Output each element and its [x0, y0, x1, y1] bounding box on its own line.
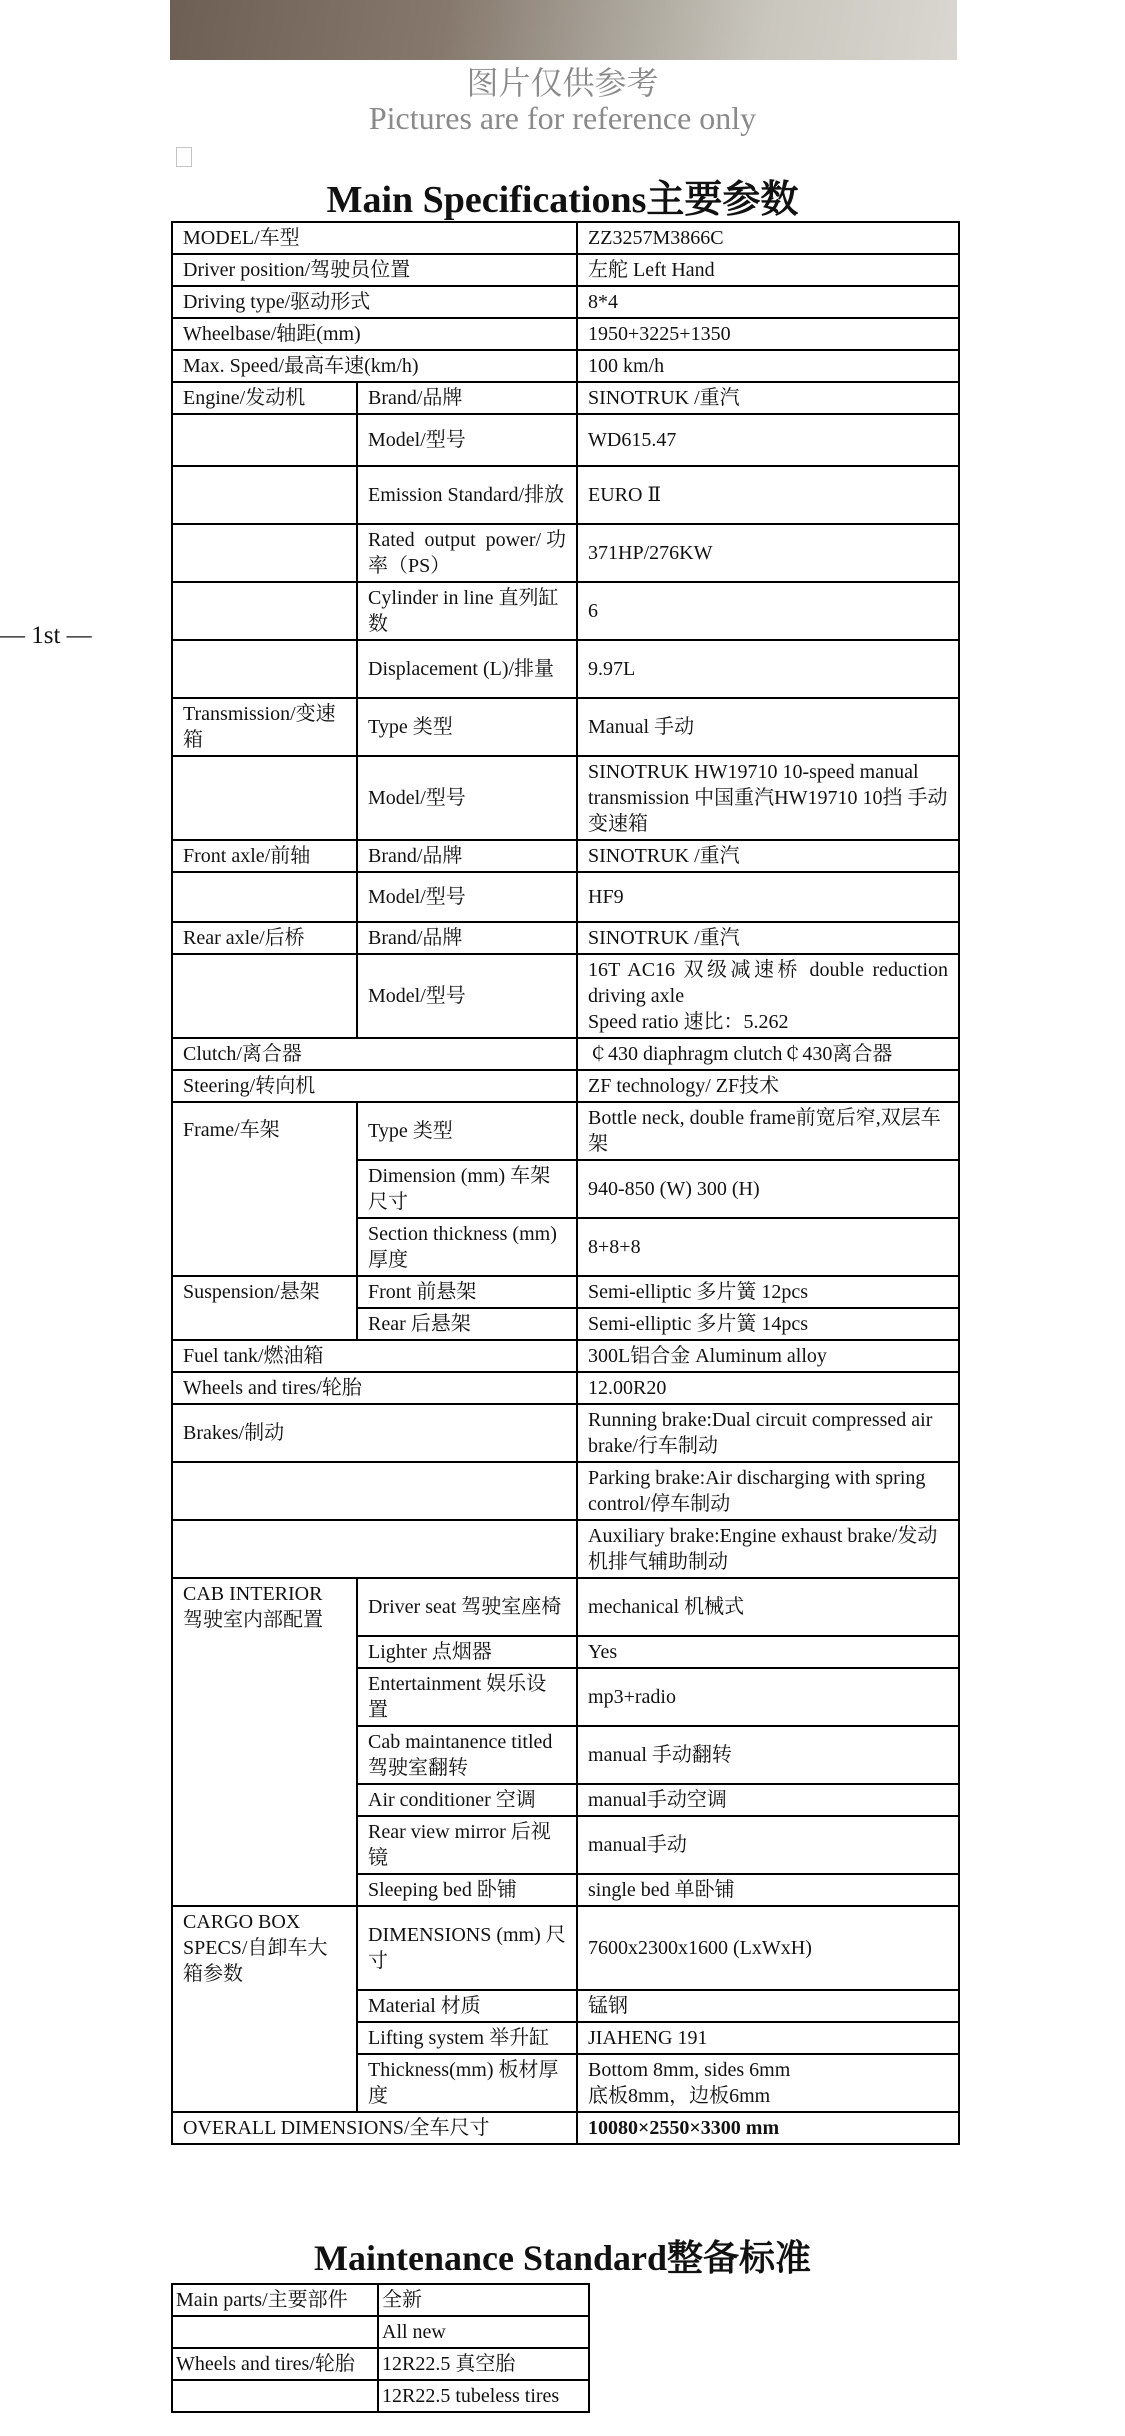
spec-label: Brakes/制动 [172, 1404, 577, 1462]
table-row [172, 922, 959, 954]
spec-value: manual手动 [577, 1816, 959, 1874]
spec-value: 300L铝合金 Aluminum alloy [577, 1340, 959, 1372]
spec-sublabel: Model/型号 [357, 954, 577, 1038]
empty-cell [172, 954, 357, 1038]
spec-sublabel: DIMENSIONS (mm) 尺寸 [357, 1906, 577, 1990]
spec-sublabel: Section thickness (mm) 厚度 [357, 1218, 577, 1276]
spec-label: Driving type/驱动形式 [172, 286, 577, 318]
table-row [172, 254, 959, 286]
spec-value: Auxiliary brake:Engine exhaust brake/发动机排气辅助制动 [577, 1520, 959, 1578]
spec-label: Max. Speed/最高车速(km/h) [172, 350, 577, 382]
spec-value: Yes [577, 1636, 959, 1668]
spec-value-line: Speed ratio 速比：5.262 [588, 1011, 789, 1033]
spec-value: mp3+radio [577, 1668, 959, 1726]
spec-group-label: Engine/发动机 [172, 382, 357, 414]
spec-value-line: 16T AC16 双级减速桥 double reduction driving axle [588, 959, 949, 1007]
spec-value: SINOTRUK /重汽 [577, 840, 959, 872]
table-row [172, 1578, 959, 1636]
empty-cell [172, 640, 357, 698]
table-row [172, 954, 959, 1038]
table-row [172, 1276, 959, 1308]
table-row [172, 466, 959, 524]
spec-sublabel: Rear view mirror 后视镜 [357, 1816, 577, 1874]
empty-cell [172, 2380, 378, 2412]
spec-value: 锰钢 [577, 1990, 959, 2022]
table-row [172, 2348, 589, 2380]
spec-value [577, 2054, 959, 2112]
spec-value: SINOTRUK HW19710 10-speed manual transmission 中国重汽HW19710 10挡 手动变速箱 [577, 756, 959, 840]
spec-sublabel: Model/型号 [357, 756, 577, 840]
spec-label: Clutch/离合器 [172, 1038, 577, 1070]
spec-label: Steering/转向机 [172, 1070, 577, 1102]
spec-label: OVERALL DIMENSIONS/全车尺寸 [172, 2112, 577, 2144]
table-row [172, 318, 959, 350]
table-row [172, 350, 959, 382]
spec-sublabel: Brand/品牌 [357, 922, 577, 954]
spec-group-label: Frame/车架 [172, 1102, 357, 1276]
empty-cell [172, 1520, 577, 1578]
spec-sublabel: Type 类型 [357, 698, 577, 756]
empty-cell [172, 756, 357, 840]
empty-cell [172, 466, 357, 524]
spec-sublabel: Cylinder in line 直列缸数 [357, 582, 577, 640]
spec-value: Bottle neck, double frame前宽后窄,双层车架 [577, 1102, 959, 1160]
spec-group-label: CAB INTERIOR 驾驶室内部配置 [172, 1578, 357, 1906]
table-row [172, 1070, 959, 1102]
spec-sublabel: Entertainment 娱乐设置 [357, 1668, 577, 1726]
spec-value: HF9 [577, 872, 959, 922]
table-row [172, 582, 959, 640]
table-row [172, 524, 959, 582]
spec-value: 左舵 Left Hand [577, 254, 959, 286]
spec-sublabel: Sleeping bed 卧铺 [357, 1874, 577, 1906]
maint-value: 12R22.5 真空胎 [378, 2348, 589, 2380]
table-row [172, 2380, 589, 2412]
spec-label: Wheels and tires/轮胎 [172, 1372, 577, 1404]
spec-value: JIAHENG 191 [577, 2022, 959, 2054]
empty-cell [172, 1462, 577, 1520]
spec-label: Fuel tank/燃油箱 [172, 1340, 577, 1372]
spec-group-label: Front axle/前轴 [172, 840, 357, 872]
empty-cell [172, 582, 357, 640]
caption-en: Pictures are for reference only [368, 100, 757, 136]
table-row [172, 1372, 959, 1404]
spec-sublabel: Rear 后悬架 [357, 1308, 577, 1340]
spec-value: SINOTRUK /重汽 [577, 922, 959, 954]
spec-group-label: Transmission/变速箱 [172, 698, 357, 756]
maint-value: All new [378, 2316, 589, 2348]
maintenance-table [171, 2283, 590, 2413]
spec-value: WD615.47 [577, 414, 959, 466]
caption-cn: 图片仅供参考 [466, 64, 659, 102]
spec-sublabel: Material 材质 [357, 1990, 577, 2022]
maint-label: Main parts/主要部件 [172, 2284, 378, 2316]
spec-value: 6 [577, 582, 959, 640]
maint-value: 全新 [378, 2284, 589, 2316]
spec-value: 7600x2300x1600 (LxWxH) [577, 1906, 959, 1990]
spec-value: ￠430 diaphragm clutch￠430离合器 [577, 1038, 959, 1070]
spec-label: Wheelbase/轴距(mm) [172, 318, 577, 350]
spec-value: 8+8+8 [577, 1218, 959, 1276]
table-row [172, 286, 959, 318]
table-row [172, 1340, 959, 1372]
spec-sublabel: Cab maintanence titled 驾驶室翻转 [357, 1726, 577, 1784]
broken-image-icon [176, 147, 192, 167]
spec-value: Semi-elliptic 多片簧 14pcs [577, 1308, 959, 1340]
spec-value: 371HP/276KW [577, 524, 959, 582]
spec-group-label: Suspension/悬架 [172, 1276, 357, 1340]
spec-sublabel: Emission Standard/排放 [357, 466, 577, 524]
table-row [172, 222, 959, 254]
spec-sublabel: Model/型号 [357, 872, 577, 922]
spec-sublabel: Brand/品牌 [357, 840, 577, 872]
table-row [172, 872, 959, 922]
spec-sublabel: Front 前悬架 [357, 1276, 577, 1308]
table-row [172, 1038, 959, 1070]
table-row [172, 2112, 959, 2144]
spec-sublabel: Lighter 点烟器 [357, 1636, 577, 1668]
spec-sublabel: Displacement (L)/排量 [357, 640, 577, 698]
spec-value [577, 954, 959, 1038]
spec-value: manual手动空调 [577, 1784, 959, 1816]
page-title: Main Specifications主要参数 [326, 179, 799, 221]
page-marker: — 1st — [0, 622, 92, 649]
table-row [172, 840, 959, 872]
spec-value: Manual 手动 [577, 698, 959, 756]
spec-value: 1950+3225+1350 [577, 318, 959, 350]
table-row [172, 414, 959, 466]
spec-value: Semi-elliptic 多片簧 12pcs [577, 1276, 959, 1308]
spec-value: 10080×2550×3300 mm [577, 2112, 959, 2144]
empty-cell [172, 872, 357, 922]
table-row [172, 2316, 589, 2348]
specifications-table [171, 221, 960, 2145]
spec-sublabel: Dimension (mm) 车架尺寸 [357, 1160, 577, 1218]
spec-label: Driver position/驾驶员位置 [172, 254, 577, 286]
spec-value: 100 km/h [577, 350, 959, 382]
empty-cell [172, 414, 357, 466]
spec-value: single bed 单卧铺 [577, 1874, 959, 1906]
spec-label: MODEL/车型 [172, 222, 577, 254]
spec-sublabel: Type 类型 [357, 1102, 577, 1160]
spec-sublabel: Thickness(mm) 板材厚度 [357, 2054, 577, 2112]
table-row [172, 756, 959, 840]
spec-value: 12.00R20 [577, 1372, 959, 1404]
table-row [172, 1520, 959, 1578]
spec-sublabel: Rated output power/功率（PS） [357, 524, 577, 582]
table-row [172, 2284, 589, 2316]
spec-value: Running brake:Dual circuit compressed air brake/行车制动 [577, 1404, 959, 1462]
spec-group-label: CARGO BOX SPECS/自卸车大箱参数 [172, 1906, 357, 2112]
empty-cell [172, 524, 357, 582]
table-row [172, 1906, 959, 1990]
spec-sublabel: Air conditioner 空调 [357, 1784, 577, 1816]
maint-value: 12R22.5 tubeless tires [378, 2380, 589, 2412]
table-row [172, 1404, 959, 1462]
spec-value: 940-850 (W) 300 (H) [577, 1160, 959, 1218]
spec-value: ZZ3257M3866C [577, 222, 959, 254]
spec-value: 9.97L [577, 640, 959, 698]
maint-label: Wheels and tires/轮胎 [172, 2348, 378, 2380]
spec-group-label: Rear axle/后桥 [172, 922, 357, 954]
spec-sublabel: Lifting system 举升缸 [357, 2022, 577, 2054]
spec-value: EURO Ⅱ [577, 466, 959, 524]
empty-cell [172, 2316, 378, 2348]
spec-value: mechanical 机械式 [577, 1578, 959, 1636]
table-row [172, 698, 959, 756]
table-row [172, 382, 959, 414]
table-row [172, 640, 959, 698]
table-row [172, 1102, 959, 1160]
spec-value: SINOTRUK /重汽 [577, 382, 959, 414]
spec-value: 8*4 [577, 286, 959, 318]
spec-sublabel: Model/型号 [357, 414, 577, 466]
spec-sublabel: Brand/品牌 [357, 382, 577, 414]
spec-value: ZF technology/ ZF技术 [577, 1070, 959, 1102]
spec-value: Parking brake:Air discharging with spring control/停车制动 [577, 1462, 959, 1520]
truck-photo [170, 0, 957, 60]
maintenance-title: Maintenance Standard整备标准 [313, 2238, 812, 2278]
spec-value-line: Bottom 8mm, sides 6mm [588, 2059, 791, 2081]
table-row [172, 1462, 959, 1520]
spec-sublabel: Driver seat 驾驶室座椅 [357, 1578, 577, 1636]
spec-value-line: 底板8mm，边板6mm [588, 2085, 771, 2107]
spec-value: manual 手动翻转 [577, 1726, 959, 1784]
